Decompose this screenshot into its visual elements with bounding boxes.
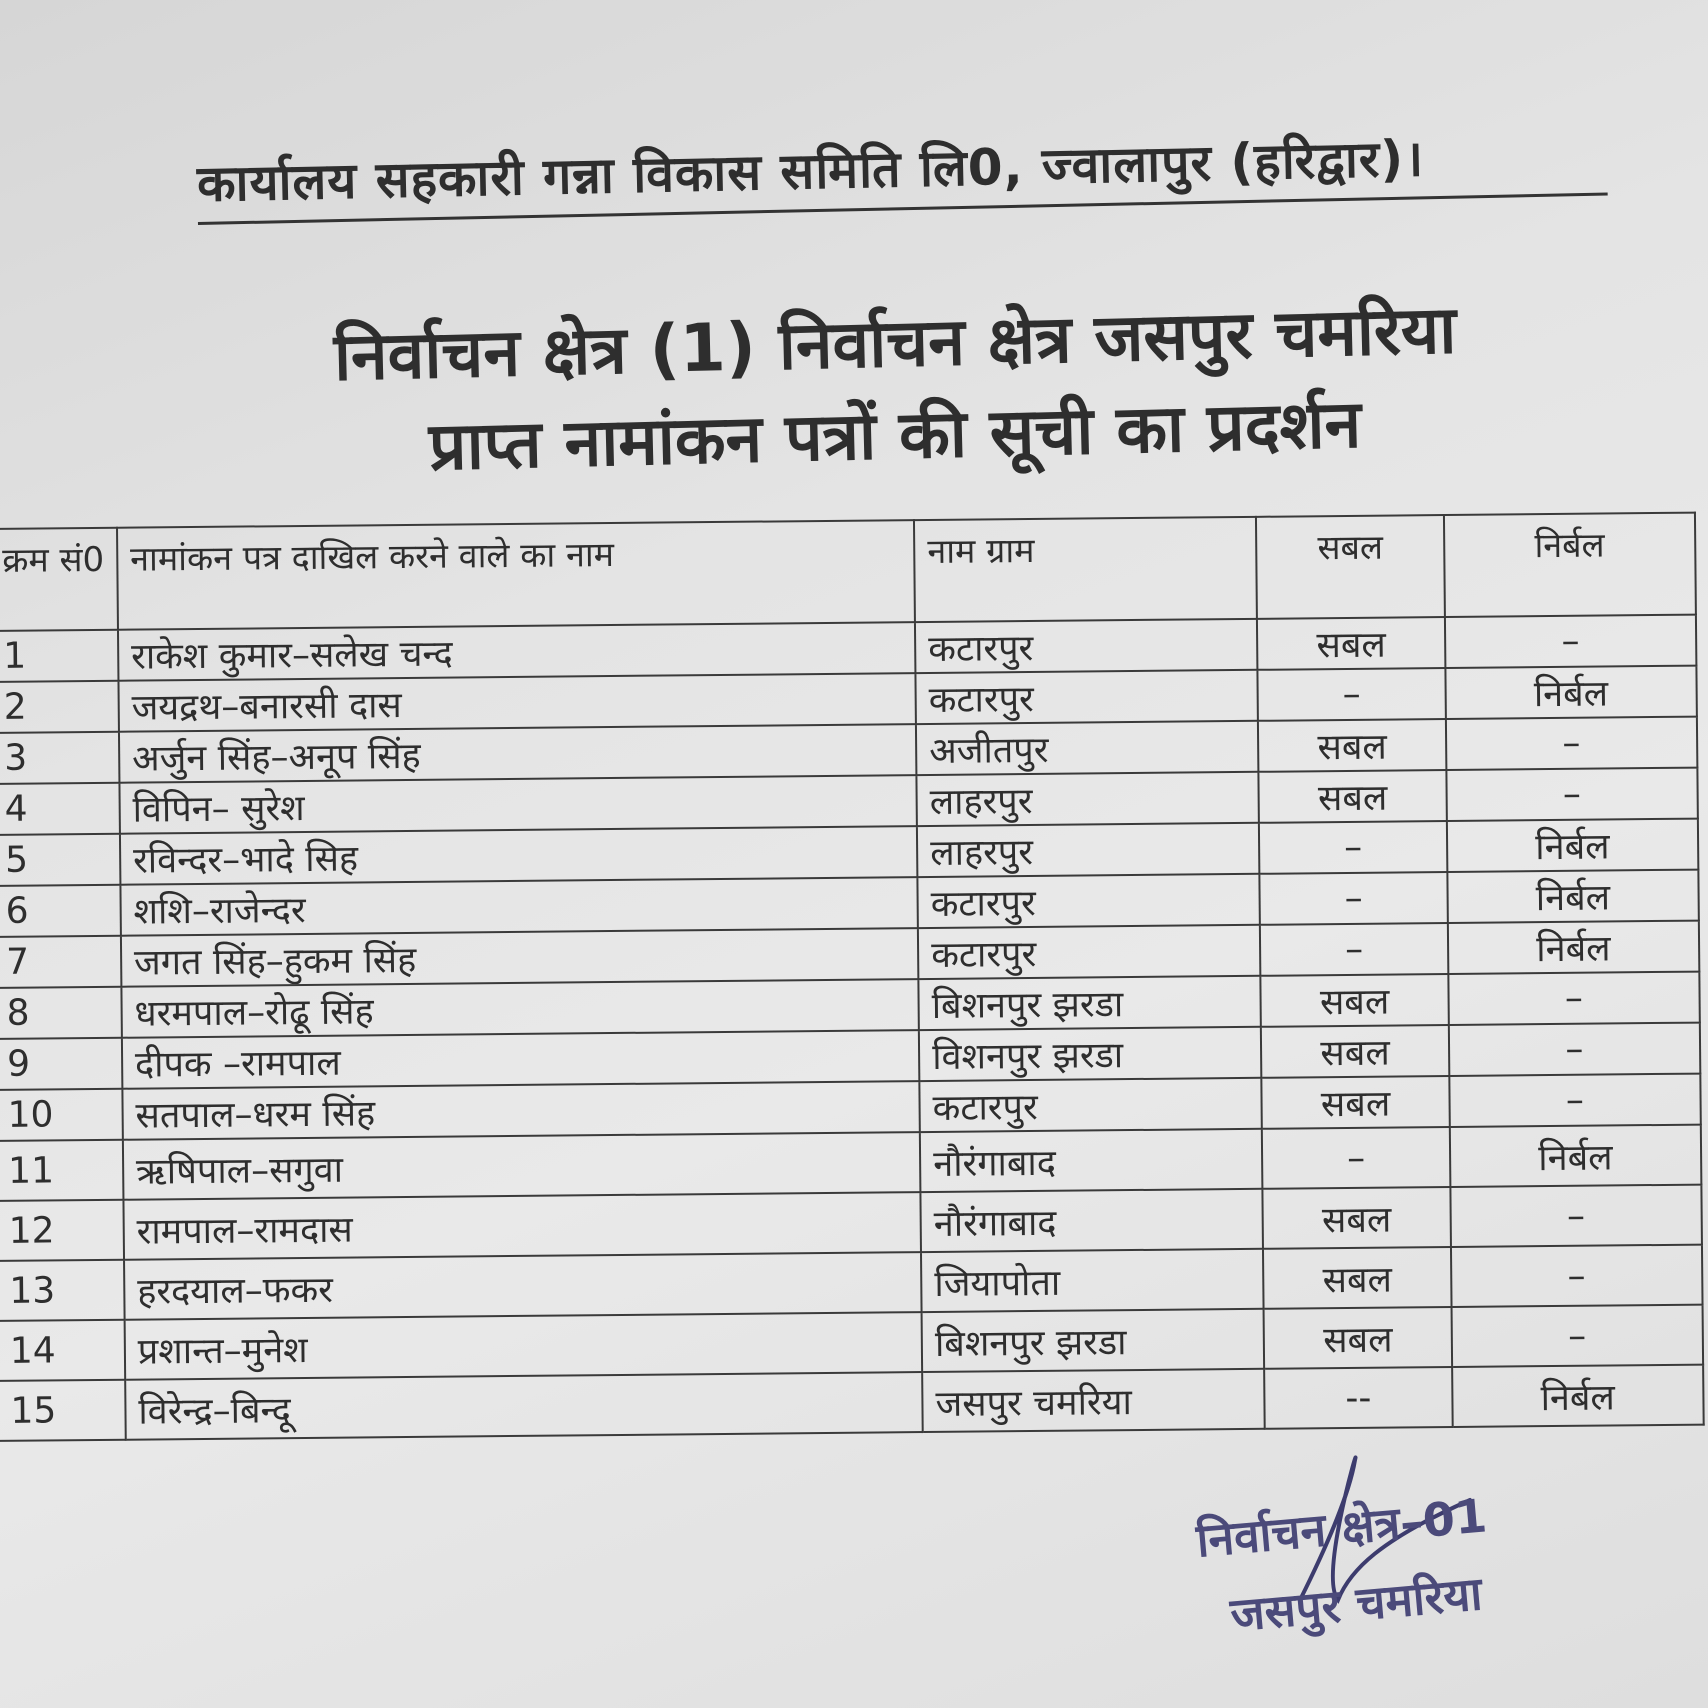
cell-village: लाहरपुर: [916, 772, 1259, 826]
cell-sabal: सबल: [1264, 1307, 1452, 1369]
cell-village: बिशनपुर झरडा: [918, 976, 1261, 1030]
cell-sabal: –: [1258, 668, 1446, 721]
cell-village: कटारपुर: [917, 874, 1260, 928]
table-header-row: [0, 513, 1696, 631]
cell-sabal: –: [1260, 923, 1448, 976]
cell-nirbal: निर्बल: [1452, 1365, 1704, 1427]
cell-village: कटारपुर: [919, 1078, 1262, 1132]
cell-village: बिशनपुर झरडा: [922, 1309, 1265, 1372]
header-nirbal: निर्बल: [1444, 513, 1696, 617]
header-nominee-name: नामांकन पत्र दाखिल करने वाले का नाम: [117, 520, 915, 630]
cell-nominee-name: सतपाल–धरम सिंह: [122, 1081, 920, 1140]
cell-sabal: –: [1262, 1127, 1450, 1189]
cell-sabal: –: [1260, 872, 1448, 925]
cell-sabal: सबल: [1261, 974, 1449, 1027]
cell-village: कटारपुर: [916, 670, 1259, 724]
cell-serial-number: 10: [0, 1089, 123, 1141]
cell-nirbal: –: [1446, 768, 1698, 821]
nomination-table: [0, 512, 1705, 1442]
heading-line-2: प्राप्त नामांकन पत्रों की सूची का प्रदर्शन: [428, 385, 1363, 486]
cell-nirbal: निर्बल: [1449, 1125, 1701, 1187]
cell-sabal: --: [1265, 1367, 1453, 1429]
cell-sabal: –: [1259, 821, 1447, 874]
cell-village: कटारपुर: [918, 925, 1261, 979]
cell-nominee-name: हरदयाल–फकर: [124, 1252, 922, 1320]
cell-village: जसपुर चमरिया: [922, 1369, 1265, 1432]
office-title: कार्यालय सहकारी गन्ना विकास समिति लि0, ज्वालापुर (हरिद्वार)।: [196, 118, 1607, 225]
cell-sabal: सबल: [1259, 770, 1447, 823]
cell-nominee-name: शशि–राजेन्दर: [120, 877, 918, 936]
cell-nominee-name: रविन्दर–भादे सिह: [120, 826, 918, 885]
cell-sabal: सबल: [1261, 1025, 1449, 1078]
cell-serial-number: 8: [0, 987, 122, 1039]
cell-village: नौरंगाबाद: [920, 1129, 1263, 1192]
cell-nirbal: –: [1450, 1185, 1702, 1247]
header-sabal: सबल: [1256, 515, 1444, 619]
cell-sabal: सबल: [1263, 1247, 1451, 1309]
stamp-signature: [1180, 1460, 1560, 1680]
cell-village: विशनपुर झरडा: [919, 1027, 1262, 1081]
cell-village: जियापोता: [921, 1249, 1264, 1312]
stamp-line-1: निर्वाचन क्षेत्र–01: [1194, 1488, 1489, 1568]
cell-serial-number: 14: [0, 1320, 125, 1381]
cell-serial-number: 4: [0, 783, 120, 835]
cell-nominee-name: दीपक –रामपाल: [122, 1030, 920, 1089]
cell-nirbal: –: [1448, 1023, 1700, 1076]
cell-serial-number: 2: [0, 681, 119, 733]
cell-nominee-name: अर्जुन सिंह–अनूप सिंह: [119, 724, 917, 783]
cell-serial-number: 5: [0, 834, 120, 886]
cell-village: लाहरपुर: [917, 823, 1260, 877]
cell-nirbal: निर्बल: [1447, 870, 1699, 923]
cell-nominee-name: विपिन– सुरेश: [119, 775, 917, 834]
stamp-line-2: जसपुर चमरिया: [1228, 1566, 1485, 1642]
cell-sabal: सबल: [1262, 1076, 1450, 1129]
cell-nirbal: निर्बल: [1446, 819, 1698, 872]
cell-nominee-name: ऋषिपाल–सगुवा: [123, 1132, 921, 1200]
cell-sabal: सबल: [1258, 719, 1446, 772]
cell-nirbal: –: [1448, 972, 1700, 1025]
cell-nirbal: –: [1449, 1074, 1701, 1127]
cell-nominee-name: रामपाल–रामदास: [123, 1192, 921, 1260]
cell-village: नौरंगाबाद: [920, 1189, 1263, 1252]
cell-nirbal: –: [1445, 717, 1697, 770]
cell-nominee-name: विरेन्द्र–बिन्दू: [125, 1372, 923, 1440]
cell-nirbal: –: [1445, 615, 1697, 668]
heading-line-1: निर्वाचन क्षेत्र (1) निर्वाचन क्षेत्र जसपुर चमरिया: [332, 291, 1458, 396]
cell-serial-number: 3: [0, 732, 119, 784]
cell-sabal: सबल: [1263, 1187, 1451, 1249]
cell-nominee-name: जयद्रथ–बनारसी दास: [118, 673, 916, 732]
cell-serial-number: 11: [0, 1140, 123, 1201]
cell-serial-number: 7: [0, 936, 121, 988]
header-serial-number: क्रम सं0: [0, 528, 118, 631]
cell-nominee-name: जगत सिंह–हुकम सिंह: [121, 928, 919, 987]
cell-serial-number: 12: [0, 1200, 124, 1261]
header-village: नाम ग्राम: [914, 517, 1257, 622]
cell-nirbal: निर्बल: [1447, 921, 1699, 974]
cell-serial-number: 15: [0, 1380, 126, 1441]
cell-nominee-name: राकेश कुमार–सलेख चन्द: [118, 622, 916, 681]
cell-serial-number: 1: [0, 630, 118, 682]
cell-nominee-name: धरमपाल–रोढू सिंह: [121, 979, 919, 1038]
cell-serial-number: 9: [0, 1038, 122, 1090]
cell-nirbal: –: [1451, 1305, 1703, 1367]
cell-nominee-name: प्रशान्त–मुनेश: [124, 1312, 922, 1380]
cell-serial-number: 13: [0, 1260, 124, 1321]
cell-nirbal: –: [1451, 1245, 1703, 1307]
cell-village: अजीतपुर: [916, 721, 1259, 775]
cell-sabal: सबल: [1257, 617, 1445, 670]
cell-serial-number: 6: [0, 885, 121, 937]
cell-village: कटारपुर: [915, 619, 1258, 673]
cell-nirbal: निर्बल: [1445, 666, 1697, 719]
